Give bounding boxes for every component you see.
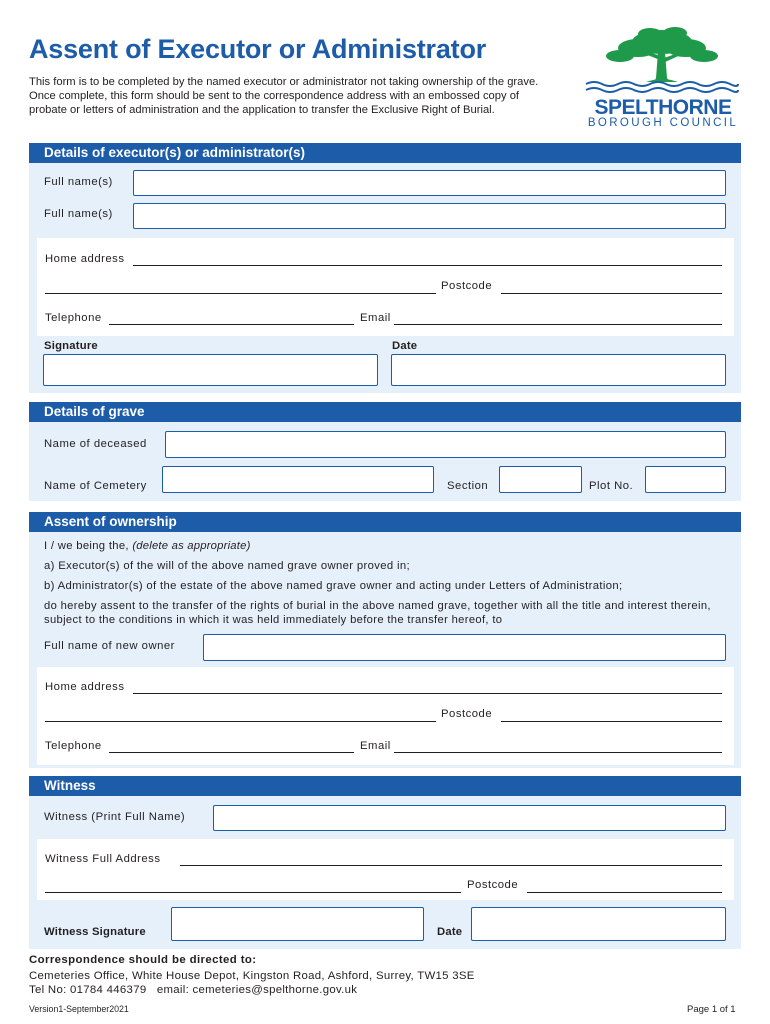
assent-intro [44,540,251,552]
assent-home-address-line[interactable] [133,693,722,694]
signature-label: Signature [44,340,98,352]
witness-name-input[interactable] [213,805,726,831]
assent-address-line-2[interactable] [45,721,436,722]
email-label: Email [360,312,391,324]
witness-address-label: Witness Full Address [45,853,161,865]
assent-telephone-line[interactable] [109,752,354,753]
witness-postcode-label: Postcode [467,879,519,891]
correspondence-contact: Tel No: 01784 446379 email: cemeteries@spelthorne.gov.uk [29,984,358,996]
assent-email-line[interactable] [394,752,722,753]
cemetery-label: Name of Cemetery [44,480,147,492]
deceased-input[interactable] [165,431,726,458]
witness-signature-label: Witness Signature [44,926,146,938]
full-name-label-1: Full name(s) [44,176,113,188]
assent-postcode-line[interactable] [501,721,722,722]
witness-date-label: Date [437,926,463,938]
witness-address-area [37,839,734,900]
witness-address-line-2[interactable] [45,892,461,893]
witness-signature-box[interactable] [171,907,424,941]
assent-address-area [37,667,734,765]
address-line-2[interactable] [45,293,436,294]
intro-text: This form is to be completed by the named executor or administrator not taking ownership of the grave. Once complete, this form should be sent to the correspondence address with an embossed copy of probate or letters of administration and the application to transfer the Exclusive Right of Burial. [29,76,539,116]
version-label: Version1-September2021 [29,1004,129,1014]
assent-email-label: Email [360,740,391,752]
postcode-label: Postcode [441,280,493,292]
witness-address-line[interactable] [180,865,722,866]
assent-statement: do hereby assent to the transfer of the rights of burial in the above named grave, together with all the title and interest therein, subject to the conditions in which it was held immediately before the transfer hereof, to [44,600,711,626]
new-owner-label: Full name of new owner [44,640,175,652]
home-address-line[interactable] [133,265,722,266]
executor-section-header: Details of executor(s) or administrator(s) [29,143,741,163]
option-b[interactable]: b) Administrator(s) of the estate of the above named grave owner and acting under Letters of Administration; [44,580,623,592]
tree-logo-icon [580,26,742,96]
cemetery-input[interactable] [162,466,434,493]
home-address-label: Home address [45,253,125,265]
plot-label: Plot No. [589,480,634,492]
witness-date-box[interactable] [471,907,726,941]
assent-intro-text: I / we being the, [44,540,129,552]
delete-note: (delete as appropriate) [132,540,251,552]
signature-box[interactable] [43,354,378,386]
full-name-label-2: Full name(s) [44,208,113,220]
correspondence-address: Cemeteries Office, White House Depot, Kingston Road, Ashford, Surrey, TW15 3SE [29,970,475,982]
date-label: Date [392,340,418,352]
logo-subtitle: BOROUGH COUNCIL [587,117,739,129]
assent-section-header: Assent of ownership [29,512,741,532]
page-number: Page 1 of 1 [687,1004,736,1015]
witness-postcode-line[interactable] [527,892,722,893]
full-name-input-1[interactable] [133,170,726,196]
correspondence-heading: Correspondence should be directed to: [29,954,257,966]
assent-telephone-label: Telephone [45,740,102,752]
option-a[interactable]: a) Executor(s) of the will of the above named grave owner proved in; [44,560,411,572]
page-title: Assent of Executor or Administrator [29,34,487,64]
telephone-line[interactable] [109,324,354,325]
council-logo [580,26,742,130]
postcode-line[interactable] [501,293,722,294]
deceased-label: Name of deceased [44,438,147,450]
executor-address-area [37,238,734,336]
logo-wordmark: SPELTHORNE [594,96,732,119]
witness-name-label: Witness (Print Full Name) [44,811,186,823]
grave-section [29,422,741,501]
assent-postcode-label: Postcode [441,708,493,720]
new-owner-input[interactable] [203,634,726,661]
telephone-label: Telephone [45,312,102,324]
witness-section-header: Witness [29,776,741,796]
email-line[interactable] [394,324,722,325]
grave-section-header: Details of grave [29,402,741,422]
full-name-input-2[interactable] [133,203,726,229]
section-input[interactable] [499,466,582,493]
plot-input[interactable] [645,466,726,493]
assent-home-address-label: Home address [45,681,125,693]
section-label: Section [447,480,489,492]
date-box[interactable] [391,354,726,386]
